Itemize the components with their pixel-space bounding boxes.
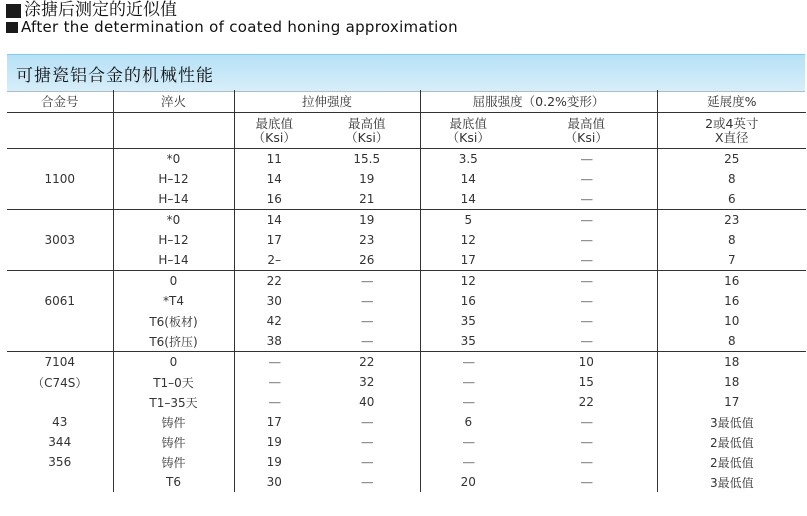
cell-temper: *0 xyxy=(113,149,234,170)
cell-yield-max: ------ xyxy=(580,235,592,245)
cell-alloy xyxy=(7,392,113,412)
sub-label-max: 最高值 xyxy=(567,115,606,131)
cell-yield-min: 12 xyxy=(420,230,516,250)
col-alloy: 合金号 xyxy=(7,90,113,113)
cell-elongation: 25 xyxy=(657,149,806,170)
table-header-row xyxy=(7,90,806,113)
cell-yield-max: 15 xyxy=(578,375,594,389)
cell-tensile-min: 16 xyxy=(234,189,314,210)
cell-tensile-min: ------ xyxy=(234,352,314,373)
cell-yield-min: 35 xyxy=(420,311,516,331)
cell-temper: 铸件 xyxy=(113,432,234,452)
sub-label-max: 最高值 xyxy=(348,115,386,131)
cell-temper: 0 xyxy=(113,271,234,292)
cell-elongation: 8 xyxy=(657,230,806,250)
cell-elongation: 10 xyxy=(657,311,806,331)
cell-yield-min: 14 xyxy=(420,189,516,210)
cell-alloy xyxy=(7,311,113,331)
cell-yield-min: 14 xyxy=(420,169,516,189)
cell-tensile-min: 14 xyxy=(234,169,314,189)
cell-yield-max: ------ xyxy=(580,154,592,164)
cell-yield-min: ------ xyxy=(420,392,516,412)
cell-alloy: 356 xyxy=(48,455,72,469)
banner-title: 可搪瓷铝合金的机械性能 xyxy=(16,66,214,86)
table-row xyxy=(7,250,806,271)
sub-tensile-max xyxy=(314,113,420,149)
table-row xyxy=(7,230,806,250)
cell-yield-min: 5 xyxy=(420,210,516,231)
cell-tensile-max: 15.5 xyxy=(353,152,381,166)
cell-alloy xyxy=(7,210,113,231)
cell-yield-max: ------ xyxy=(516,189,657,210)
cell-tensile-max: ------ xyxy=(361,437,373,447)
cell-yield-max: ------ xyxy=(580,457,592,467)
cell-elongation: 16 xyxy=(657,271,806,292)
cell-yield-max: ------ xyxy=(516,331,657,352)
cell-elongation: 7 xyxy=(657,250,806,271)
sub-empty xyxy=(7,113,113,149)
cell-yield-max: ------ xyxy=(580,477,592,487)
table-row xyxy=(7,331,806,352)
cell-elongation: 8 xyxy=(657,331,806,352)
cell-yield-min: ------ xyxy=(420,352,516,373)
table-row xyxy=(7,271,806,292)
table-row xyxy=(7,452,806,472)
cell-tensile-max: ------ xyxy=(361,477,373,487)
cell-temper: H–12 xyxy=(113,230,234,250)
cell-tensile-min: 38 xyxy=(234,331,314,352)
cell-tensile-min: 19 xyxy=(234,432,314,452)
cell-yield-min: 20 xyxy=(420,472,516,492)
cell-alloy xyxy=(7,271,113,292)
cell-temper: *0 xyxy=(113,210,234,231)
sub-tensile-min xyxy=(234,113,314,149)
cell-temper: H–14 xyxy=(113,189,234,210)
table-row xyxy=(7,392,806,412)
col-yield: 屈服强度（0.2%变形） xyxy=(420,90,657,113)
table-row xyxy=(7,291,806,311)
cell-yield-max: ------ xyxy=(580,316,592,326)
cell-yield-min: 12 xyxy=(420,271,516,292)
cell-tensile-min: 14 xyxy=(234,210,314,231)
cell-temper: 铸件 xyxy=(113,452,234,472)
cell-tensile-max: 22 xyxy=(359,355,375,369)
cell-alloy: 7104 xyxy=(44,355,76,369)
cell-yield-max: ------ xyxy=(580,215,592,225)
cell-yield-max: ------ xyxy=(580,296,592,306)
cell-alloy: 3003 xyxy=(44,233,76,247)
table-row xyxy=(7,412,806,432)
cell-tensile-max: ------ xyxy=(361,417,373,427)
col-tensile: 拉伸强度 xyxy=(234,90,420,113)
sub-label-unit: （Ksi） xyxy=(564,129,608,145)
sub-label-min: 最底值 xyxy=(255,115,293,131)
table-row xyxy=(7,189,806,210)
cell-tensile-max: 21 xyxy=(314,189,420,210)
cell-tensile-min: ------ xyxy=(234,392,314,412)
cell-alloy xyxy=(7,250,113,271)
sub-label-unit: （Ksi） xyxy=(252,129,296,145)
square-bullet-icon xyxy=(6,4,21,18)
sub-yield-max xyxy=(516,113,657,149)
properties-table xyxy=(7,90,806,492)
square-bullet-icon xyxy=(6,22,18,33)
cell-yield-min: 35 xyxy=(420,331,516,352)
cell-tensile-min: 11 xyxy=(234,149,314,170)
cell-alloy xyxy=(7,472,113,492)
cell-elongation: 18 xyxy=(657,372,806,392)
table-subheader-row xyxy=(7,113,806,149)
cell-tensile-min: 42 xyxy=(234,311,314,331)
cell-yield-min: ------ xyxy=(420,452,516,472)
sub-label-elong2: X直径 xyxy=(714,129,749,145)
cell-yield-max: ------ xyxy=(580,276,592,286)
cell-temper: T1–35天 xyxy=(113,392,234,412)
cell-alloy: 344 xyxy=(48,435,72,449)
cell-tensile-min: 19 xyxy=(234,452,314,472)
section-banner xyxy=(7,54,805,92)
sub-elongation xyxy=(657,113,806,149)
cell-yield-min: ------ xyxy=(420,372,516,392)
sub-label-elong1: 2或4英寸 xyxy=(705,115,759,131)
cell-yield-min: 3.5 xyxy=(420,149,516,170)
cell-elongation: 3最低值 xyxy=(657,412,806,432)
cell-yield-min: ------ xyxy=(420,432,516,452)
cell-elongation: 2最低值 xyxy=(657,432,806,452)
table-row xyxy=(7,169,806,189)
cell-temper: 铸件 xyxy=(113,412,234,432)
cell-tensile-min: 22 xyxy=(234,271,314,292)
cell-tensile-max: 23 xyxy=(359,233,375,247)
table-row xyxy=(7,472,806,492)
cell-alloy xyxy=(7,149,113,170)
cell-tensile-min: 30 xyxy=(234,291,314,311)
cell-tensile-min: ------ xyxy=(234,372,314,392)
cell-tensile-max: 32 xyxy=(359,375,375,389)
cell-yield-max: ------ xyxy=(580,437,592,447)
title-english: After the determination of coated honing approximation xyxy=(21,18,458,36)
cell-temper: T6(挤压) xyxy=(113,331,234,352)
cell-yield-max: ------ xyxy=(516,250,657,271)
header-line-en xyxy=(6,20,458,35)
cell-temper: T6(板材) xyxy=(113,311,234,331)
cell-yield-max: 22 xyxy=(578,395,594,409)
sub-label-min: 最底值 xyxy=(449,115,488,131)
title-chinese: 涂搪后测定的近似值 xyxy=(24,0,177,20)
cell-tensile-max: 26 xyxy=(314,250,420,271)
table-row xyxy=(7,432,806,452)
col-temper: 淬火 xyxy=(113,90,234,113)
cell-yield-max: 10 xyxy=(578,355,594,369)
page-header xyxy=(6,1,458,35)
col-elongation: 延展度% xyxy=(657,90,806,113)
cell-yield-max: ------ xyxy=(580,417,592,427)
cell-tensile-max: ------ xyxy=(361,296,373,306)
cell-tensile-max: ------ xyxy=(314,331,420,352)
cell-temper: T1–0天 xyxy=(113,372,234,392)
cell-alloy xyxy=(7,189,113,210)
cell-tensile-max: ------ xyxy=(361,316,373,326)
cell-temper: *T4 xyxy=(113,291,234,311)
cell-alloy xyxy=(7,331,113,352)
cell-tensile-min: 2– xyxy=(234,250,314,271)
cell-tensile-min: 30 xyxy=(234,472,314,492)
cell-temper: H–14 xyxy=(113,250,234,271)
table-row xyxy=(7,311,806,331)
sub-yield-min xyxy=(420,113,516,149)
cell-elongation: 17 xyxy=(657,392,806,412)
cell-tensile-max: 19 xyxy=(359,172,375,186)
cell-elongation: 18 xyxy=(657,352,806,373)
cell-tensile-max: ------ xyxy=(361,276,373,286)
cell-temper: 0 xyxy=(113,352,234,373)
cell-temper: T6 xyxy=(113,472,234,492)
cell-tensile-min: 17 xyxy=(234,412,314,432)
cell-yield-min: 6 xyxy=(420,412,516,432)
cell-alloy: （C74S） xyxy=(32,375,88,390)
table-row xyxy=(7,210,806,231)
sub-label-unit: （Ksi） xyxy=(345,129,389,145)
cell-temper: H–12 xyxy=(113,169,234,189)
cell-yield-min: 16 xyxy=(420,291,516,311)
cell-elongation: 6 xyxy=(657,189,806,210)
table-row xyxy=(7,149,806,170)
cell-elongation: 8 xyxy=(657,169,806,189)
cell-alloy: 6061 xyxy=(44,294,76,308)
cell-tensile-max: 40 xyxy=(359,395,375,409)
sub-empty xyxy=(113,113,234,149)
table-row xyxy=(7,372,806,392)
cell-tensile-min: 17 xyxy=(234,230,314,250)
cell-alloy: 1100 xyxy=(44,172,76,186)
cell-yield-min: 17 xyxy=(420,250,516,271)
cell-elongation: 2最低值 xyxy=(657,452,806,472)
cell-elongation: 23 xyxy=(657,210,806,231)
sub-label-unit: （Ksi） xyxy=(446,129,490,145)
cell-alloy: 43 xyxy=(52,415,68,429)
cell-elongation: 3最低值 xyxy=(657,472,806,492)
cell-tensile-max: 19 xyxy=(359,213,375,227)
table-row xyxy=(7,352,806,373)
cell-elongation: 16 xyxy=(657,291,806,311)
cell-yield-max: ------ xyxy=(580,174,592,184)
cell-tensile-max: ------ xyxy=(361,457,373,467)
